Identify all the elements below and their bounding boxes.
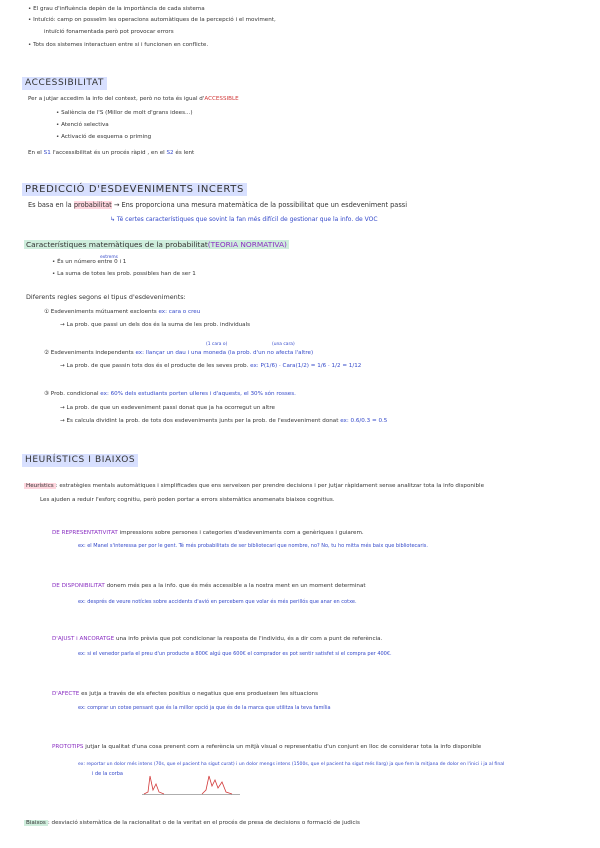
- section-title-prediccio: PREDICCIÓ D'ESDEVENIMENTS INCERTS: [22, 183, 247, 196]
- biaixos-label: Biaixos: [26, 820, 46, 826]
- section-title-accessibilitat: ACCESSIBILITAT: [22, 77, 107, 90]
- footer-pre: En el: [28, 150, 42, 156]
- subtitle-text: Característiques matemàtiques de la probabilitat: [26, 240, 208, 249]
- intro-bullet-2-cont: intuïció fonamentada però pot provocar errors: [44, 29, 174, 35]
- heuristic-name-prototips: PROTOTIPS: [52, 744, 84, 750]
- heuristic-eg-disponibilitat: ex: després de veure notícies sobre accidents d'avió en percebem que volar és més perillós que anar en cotxe.: [78, 599, 357, 605]
- rule-3: [44, 391, 296, 398]
- accessibilitat-item-2: • Atenció selectiva: [56, 122, 109, 128]
- sup-note-extrems: extrems: [100, 255, 118, 260]
- accessibilitat-footer: [28, 150, 194, 157]
- rule-3-sub-2: [60, 418, 387, 425]
- rule-3-sub-2-example: ex: 0.6/0.3 = 0.5: [340, 418, 388, 424]
- pain-curve-2: [202, 776, 232, 794]
- heuristic-desc-representativitat: impressions sobre persones i categories d'esdeveniments com a genèriques i guiarem.: [119, 530, 364, 536]
- footer-s1: S1: [43, 150, 51, 156]
- rule-3-example: ex: 60% dels estudiants porten ulleres i d'aquests, el 30% són rosses.: [100, 391, 296, 397]
- prediccio-line1-post: → Ens proporciona una mesura matemàtica de la possibilitat que un esdeveniment passi: [113, 201, 408, 209]
- rule-2-note-1: (1 cara o): [206, 342, 228, 347]
- biaixos-definition: [24, 820, 360, 827]
- accessibilitat-item-1: • Saliència de l'S (Millor de molt d'grans idees...): [56, 110, 193, 116]
- heuristics-definition-2: Les ajuden a reduir l'esforç cognitiu, però poden portar a errors sistemàtics anomenats biaixos cognitius.: [40, 497, 335, 503]
- heuristic-desc-afecte: es jutja a través de els efectes positius o negatius que ens produeixen les situacions: [81, 691, 319, 697]
- accessibilitat-item-3: • Activació de esquema o priming: [56, 134, 152, 140]
- pain-curve-sketches: [140, 770, 250, 796]
- footer-post: és lent: [175, 150, 195, 156]
- pain-curve-1: [144, 776, 164, 794]
- heuristic-eg-representativitat: ex: el Manel s'interessa per por le gent. Té més probabilitats de ser bibliotecari que nombre, no? No, tu ho mitta més baix que bibliotecaris.: [78, 543, 428, 549]
- rule-2-sub-example: ex: P(1/6) · Cara(1/2) = 1/6 · 1/2 = 1/12: [250, 363, 362, 369]
- heuristic-representativitat: [52, 530, 364, 537]
- intro-bullet-3: • Tots dos sistemes interactuen entre si i funcionen en conflicte.: [28, 42, 209, 48]
- heuristic-eg-afecte: ex: comprar un cotxe pensant que és la millor opció ja que és de la marca que utilitza la teva família: [78, 705, 331, 711]
- heuristic-name-afecte: D'AFECTE: [52, 691, 80, 697]
- rule-2-note-2: (una cara): [272, 342, 295, 347]
- heuristic-name-representativitat: DE REPRESENTATIVITAT: [52, 530, 118, 536]
- heuristics-definition: [24, 483, 484, 490]
- heuristic-desc-disponibilitat: donem més pes a la info. que és més accessible a la nostra ment en un moment determinat: [106, 583, 366, 589]
- rule-2-example: ex: llançar un dau i una moneda (la prob. d'un no afecta l'altre): [135, 350, 314, 356]
- rule-2-sub: [60, 363, 361, 370]
- intro-bullet-2: • Intuïció: camp on posseïm les operacions automàtiques de la percepció i el moviment,: [28, 17, 276, 23]
- rule-2: [44, 350, 313, 357]
- section-title-heuristics: HEURÍSTICS I BIAIXOS: [22, 454, 138, 467]
- rule-3-sub-2-text: → Es calcula dividint la prob. de tots dos esdeveniments junts per la prob. de l'esdeveniment donat: [60, 418, 339, 424]
- rule-1-text: ① Esdeveniments mútuament excloents: [44, 309, 157, 315]
- prediccio-line2: ↳ Té certes característiques que sovint la fan més difícil de gestionar que la info. de VOC: [110, 216, 378, 223]
- subtitle-tag: (TEORIA NORMATIVA): [207, 240, 287, 249]
- rule-1: [44, 309, 200, 316]
- rule-1-example: ex: cara o creu: [158, 309, 201, 315]
- footer-s2: S2: [166, 150, 174, 156]
- prediccio-line1-pre: Es basa en la: [28, 201, 72, 209]
- heuristic-eg-ancoratge: ex: si el venedor parla el preu d'un producte a 800€ algú que 600€ el comprador es pot sentir satisfet si el compra per 400€.: [78, 651, 392, 657]
- characteristic-1: • És un número entre 0 i 1: [52, 259, 127, 265]
- regles-title: Diferents regles segons el tipus d'esdeveniments:: [26, 293, 186, 301]
- heuristic-disponibilitat: [52, 583, 366, 590]
- accessibilitat-line1-text: Per a jutjar accedim la info del context, però no tota és igual d': [28, 96, 205, 102]
- heuristic-eg-prototips-tail: i de la corba: [92, 771, 123, 777]
- subtitle-characteristics: [24, 240, 289, 249]
- heuristic-eg-prototips: ex: reportar un dolor més intens (70s, que el pacient ha sigut curat) i un dolor mengs intens (1500s, que el pacient ha sigut més llarg) ja que fem la mitjana de dolor en l'inici i ja al final: [78, 762, 505, 767]
- rule-3-text: ③ Prob. condicional: [44, 391, 99, 397]
- rule-3-sub-1: → La prob. de que un esdeveniment passi donat que ja ha ocorregut un altre: [60, 405, 275, 411]
- probabilitat-highlight: probabilitat: [73, 201, 112, 209]
- heuristic-ancoratge: [52, 636, 382, 643]
- accessible-highlight: ACCESSIBLE: [204, 96, 239, 102]
- heuristic-desc-prototips: jutjar la qualitat d'una cosa prenent com a referència un mitjà visual o representatiu d'un conjunt en lloc de considerar tota la info disponible: [85, 744, 482, 750]
- prediccio-line1: [28, 201, 407, 209]
- intro-bullet-1: • El grau d'influència depèn de la importància de cada sistema: [28, 6, 205, 12]
- heuristic-afecte: [52, 691, 318, 698]
- rule-2-text: ② Esdeveniments independents: [44, 350, 134, 356]
- biaixos-def-text: : desviació sistemàtica de la racionalitat o de la veritat en el procés de presa de decisions o formació de judicis: [47, 820, 360, 826]
- heuristic-desc-ancoratge: una info prèvia que pot condicionar la resposta de l'individu, és a dir com a punt de referència.: [115, 636, 383, 642]
- rule-1-sub: → La prob. que passi un dels dos és la suma de les prob. individuals: [60, 322, 251, 328]
- footer-mid: l'accessibilitat és un procés ràpid , en el: [52, 150, 165, 156]
- heuristic-name-disponibilitat: DE DISPONIBILITAT: [52, 583, 105, 589]
- heuristics-label: Heurístics: [26, 483, 54, 489]
- heuristic-prototips: [52, 744, 481, 751]
- heuristics-def-text: : estratègies mentals automàtiques i simplificades que ens serveixen per prendre decisions i per jutjar ràpidament sense analitzar tota la info disponible: [55, 483, 485, 489]
- heuristic-name-ancoratge: D'AJUST i ANCORATGE: [52, 636, 115, 642]
- rule-2-sub-text: → La prob. de que passin tots dos és el producte de les seves prob.: [60, 363, 249, 369]
- characteristic-2: • La suma de totes les prob. possibles han de ser 1: [52, 271, 196, 277]
- accessibilitat-line1: [28, 96, 239, 103]
